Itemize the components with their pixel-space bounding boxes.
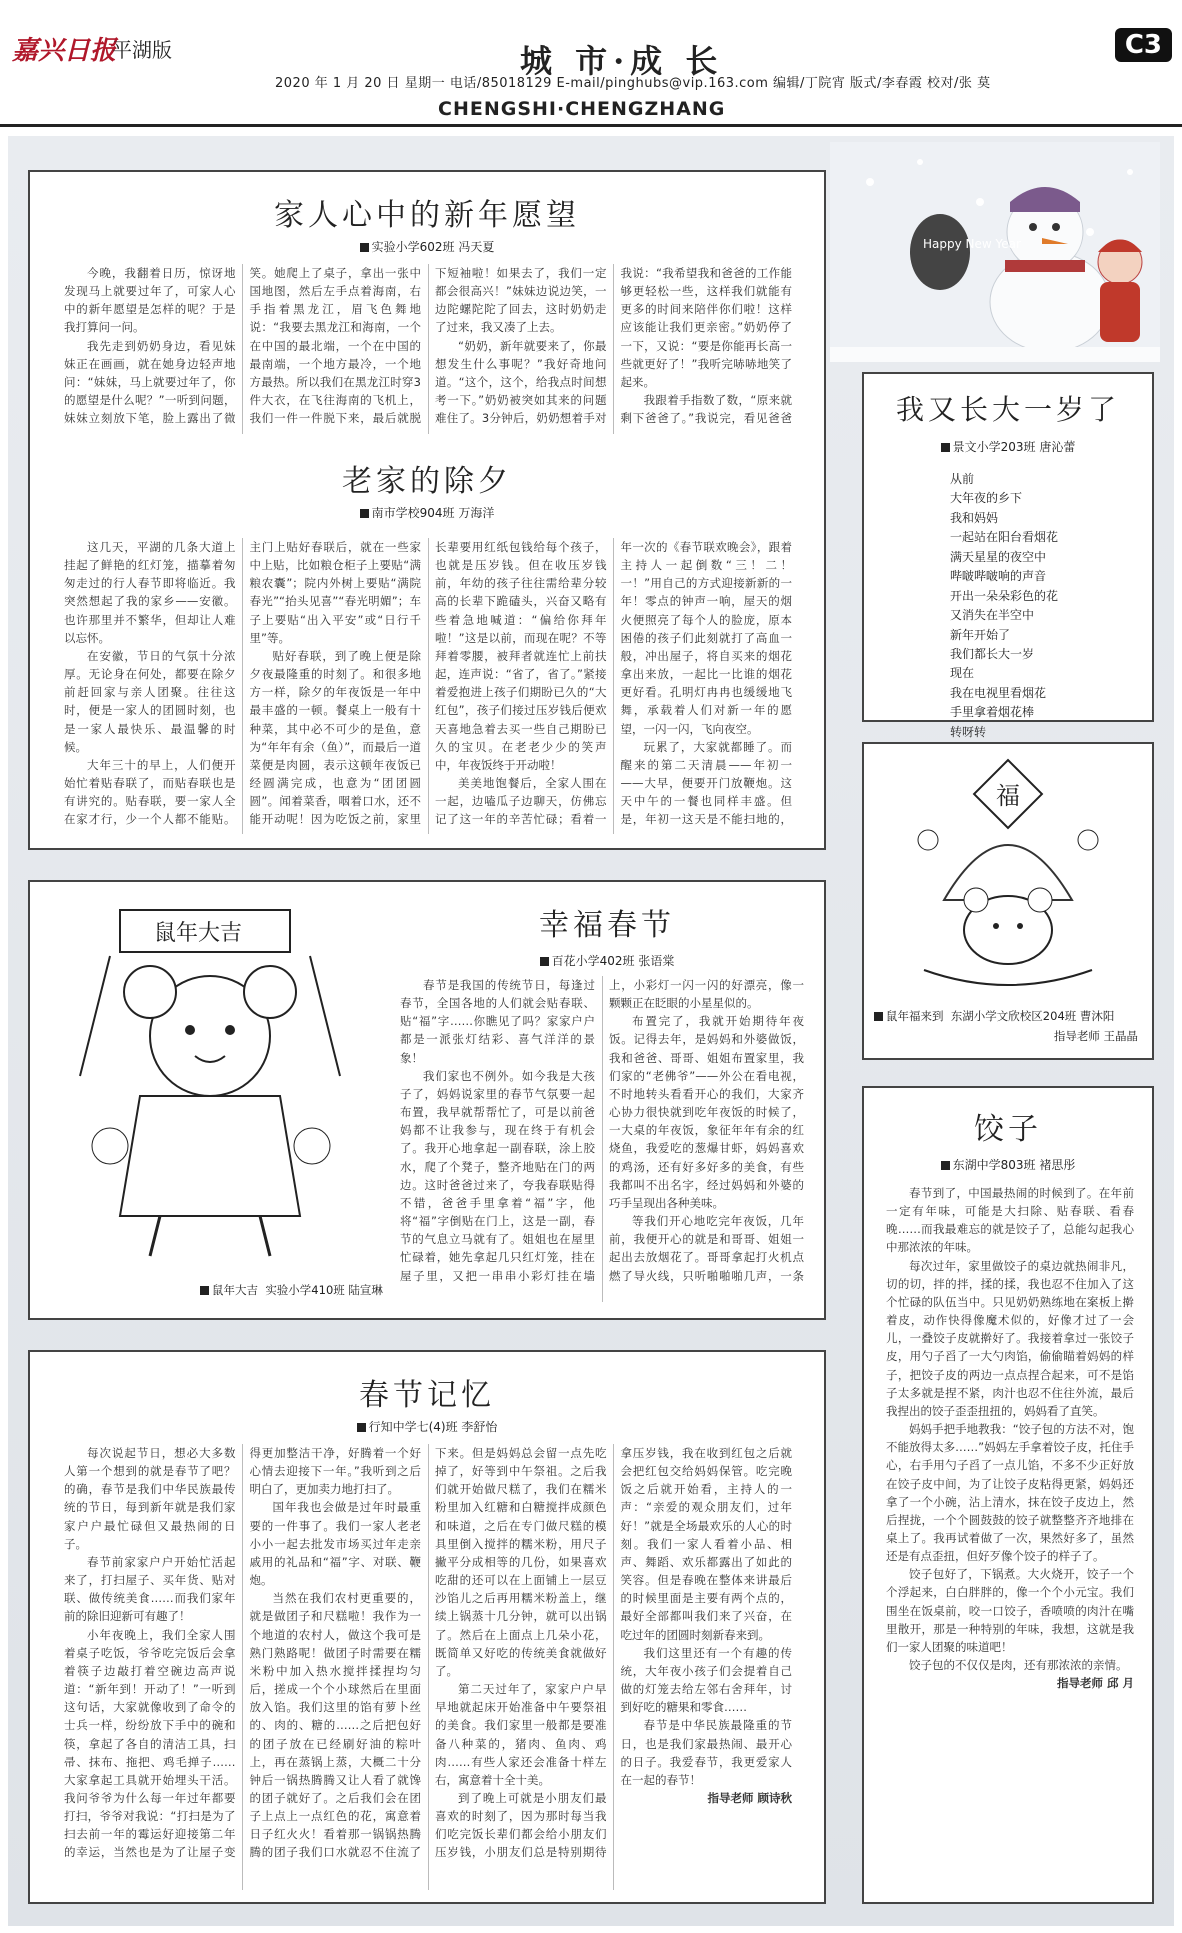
section-pinyin: CHENGSHI·CHENGZHANG	[438, 98, 726, 120]
edition-label: 平湖版	[112, 38, 172, 62]
article-byline: 南市学校904班 万海洋	[30, 504, 824, 521]
page-number: C3	[1115, 28, 1172, 62]
article-byline: 实验小学602班 冯天夏	[30, 238, 824, 255]
poem-byline: 景文小学203班 唐沁蕾	[864, 438, 1152, 455]
square-bullet-icon	[941, 1161, 950, 1170]
article-title: 饺子	[974, 1112, 1042, 1147]
poem-title: 我又长大一岁了	[895, 393, 1120, 426]
drawing-rat-fortune	[862, 742, 1154, 1060]
article-title: 家人心中的新年愿望	[274, 198, 580, 233]
drawing-caption: 鼠年福来到 东湖小学文欣校区204班 曹沐阳	[874, 1008, 1114, 1024]
article-body: 每次说起节日，想必大多数人第一个想到的就是春节了吧？的确，春节是我们中华民族最传统的节日，每到新年就是我们家家户户最忙碌但又最热闹的日子。 春节前家家户户开始忙活起来了，打扫屋子、买年货、贴对联、做传统美食……而我们家年前的除旧迎新可有趣了！ 小年夜晚上，我们全家人围着桌子吃饭，爷爷吃完饭后会拿着筷子边敲打着空碗边高声说道：“新年到！开动了！”一听到这句话，大家就像收到了命令的士兵一样，纷纷放下手中的碗和筷，拿起了各自的清洁工具，扫帚、抹布、拖把、鸡毛掸子……大家拿起工具就开始埋头干活。我问爷爷为什么每一年过年都要打扫，爷爷对我说：“打扫是为了扫去前一年的霉运好迎接第二年的幸运，当然也是为了让屋子变得更加整洁干净，好腾着一个好心情去迎接下一年。”我听到之后明白了，更加卖力地打扫了。 国年我也会做是过年时最重要的一件事了。我们一家人老老小小一起去批发市场买过年走亲戚用的礼品和“福”字、对联、鞭炮。 当然在我们农村更重要的，就是做团子和尺糕啦！我作为一个地道的农村人，做这个我可是熟门熟路呢！做团子时需要在糯米粉中加入热水搅拌揉捏均匀后，搓成一个个小球然后在里面放入馅。我们这里的馅有萝卜丝的、肉的、糖的……之后把包好的团子放在已经刷好油的粽叶上，再在蒸锅上蒸，大概二十分钟后一锅热腾腾又让人看了就馋的团子就好了。之后我们会在团子上点上一点红色的花，寓意着日子红火火！看着那一锅锅热腾腾的团子我们口水就忍不住流了下来。但是妈妈总会留一点先吃掉了，好等到中午祭祖。之后我们就开始做尺糕了，我们在糯米粉里加入红糖和白糖搅拌成颜色和味道，之后在专门做尺糕的模具里倒入搅拌的糯米粉，用尺子撇平分成相等的几份，如果喜欢吃甜的还可以在上面铺上一层豆沙馅儿之后再用糯米粉盖上，继续上锅蒸十几分钟，就可以出锅了。然后在上面点上几朵小花，既简单又好吃的传统美食就做好了。 第二天过年了，家家户户早早地就起床开始准备中午要祭祖的美食。我们家里一般都是要准备八种菜的，猪肉、鱼肉、鸡肉……有些人家还会准备十样左右，寓意着十全十美。 到了晚上可就是小朋友们最喜欢的时刻了，因为那时每当我们吃完饭长辈们都会给小朋友们压岁钱，小朋友们总是特别期待拿压岁钱，我在收到红包之后就会把红包交给妈妈保管。吃完晚饭之后就开始看，主持人的一声：“亲爱的观众朋友们，过年好！”就是全场最欢乐的人心的时刻。我们一家人看着小品、相声、舞蹈、欢乐都露出了如此的笑容。但是春晚在整体来讲最后的时候里面是主要有两个点的，最好全部都叫我们来了兴奋，在吃过年的团圆时刻新春来到。 我们这里还有一个有趣的传统，大年夜小孩子们会提着自己做的灯笼去给左邻右舍拜年，讨到好吃的糖果和零食…… 春节是中华民族最隆重的节日，也是我们家最热闹、最开心的日子。我爱春节，我更爱家人在一起的春节！ 指导老师 顾诗秋	[64, 1446, 792, 1860]
article-spring-memories	[28, 1350, 826, 1904]
article-hometown-eve-box	[28, 450, 826, 850]
square-bullet-icon	[357, 1423, 366, 1432]
issue-info: 2020 年 1 月 20 日 星期一 电话/85018129 E-mail/pinghubs@vip.163.com 编辑/丁院宵 版式/李春霞 校对/张 莫	[275, 76, 991, 91]
square-bullet-icon	[941, 443, 950, 452]
article-title: 幸福春节	[539, 908, 675, 943]
newspaper-logo: 嘉兴日报	[12, 36, 117, 66]
article-dumplings	[862, 1086, 1154, 1904]
article-byline: 行知中学七(4)班 李舒怡	[30, 1418, 824, 1435]
masthead	[0, 0, 1182, 128]
article-byline: 百花小学402班 张语棠	[390, 952, 824, 969]
article-body: 今晚，我翻着日历，惊讶地发现马上就要过年了，可家人心中的新年愿望是怎样的呢？于是我打算问一问。 我先走到奶奶身边，看见妹妹正在画画，就在她身边轻声地问：“妹妹，马上就要过年了，你的愿望是什么呢？”一听到问题，妹妹立刻放下笔，脸上露出了微笑。她爬上了桌子，拿出一张中国地图，然后左手点着海南，右手指着黑龙江，眉飞色舞地说：“我要去黑龙江和海南，一个在中国的最北端，一个在中国的最南端，一个地方最冷，一个地方最热。所以我们在黑龙江时穿3件大衣，在飞往海南的飞机上，我们一件一件脱下来，最后就脱下短袖啦！如果去了，我们一定都会很高兴！”妹妹边说边笑，一边陀螺陀陀了回去，这时奶奶走了过来，我又凑了上去。 “奶奶，新年就要来了，你最想发生什么事呢？”我好奇地问道。“这个，这个，给我点时间想考一下。”奶奶被突如其来的问题难住了。3分钟后，奶奶想着手对我说：“我希望我和爸爸的工作能够更轻松一些，这样我们就能有更多的时间来陪伴你们啦！这样应该能让我们更亲密。”奶奶停了一下，又说：“要是你能再长高一些就更好了！”我听完哧哧地笑了起来。 我跟着手指数了数，“原来就剩下爸爸了。”我说完，看见爸爸	[64, 266, 792, 426]
masthead-rule	[0, 124, 1182, 127]
snowman-illustration	[830, 142, 1160, 362]
poem-growing-up	[862, 372, 1154, 739]
article-body: 这几天，平湖的几条大道上挂起了鲜艳的红灯笼，描摹着匆匆走过的行人春节即将临近。我突然想起了我的家乡——安徽。也许那里并不繁华，但却让人难以忘怀。 在安徽，节日的气氛十分浓厚。无论身在何处，都要在除夕前赶回家与亲人团聚。往往这时，便是一家人的团圆时刻，也是一家人最快乐、最温馨的时候。 大年三十的早上，人们便开始忙着贴春联了，而贴春联也是有讲究的。贴春联，要一家人全在家才行，少一个人都不能贴。主门上贴好春联后，就在一些家中上贴，比如粮仓柜子上要贴“满粮农囊”；院内外树上要贴“满院春光”“抬头见喜”“春光明媚”；车子上要贴“出入平安”或“日行千里”等。 贴好春联，到了晚上便是除夕夜最隆重的时刻了。和很多地方一样，除夕的年夜饭是一年中最丰盛的一顿。餐桌上一般有十种菜，其中必不可少的是鱼，意为“年年有余（鱼）”，而最后一道菜便是肉圆，表示这顿年夜饭已经圆满完成，也意为“团团圆圆”。闻着菜香，咽着口水，还不能开动呢！因为吃饭之前，家里长辈要用红纸包钱给每个孩子，也就是压岁钱。但在收压岁钱前，年幼的孩子往往需给辈分较高的长辈下跪磕头，兴奋又略有些着急地喊道：“偏给你拜年啦！”这是以前，而现在呢？不等拜着零腰，被拜者就连忙上前扶起，连声说：“省了，省了。”紧接着爱抱进上孩子们期盼已久的“大红包”，孩子们接过压岁钱后便欢天喜地急着去买一些自己期盼已久的宝贝。在老老少少的笑声中，年夜饭终于开动啦！ 美美地饱餐后，全家人围在一起，边嗑瓜子边聊天，仿佛忘记了这一年的辛苦忙碌；看着一年一次的《春节联欢晚会》，跟着主持人一起倒数“三！二！一！”用自己的方式迎接新新的一年！零点的钟声一响，屋天的烟火便照亮了每个人的脸庞，原本困倦的孩子们此刻就打了高血一般，冲出屋子，将自买来的烟花拿出来放，一起比一比谁的烟花更好看。孔明灯冉冉也缓缓地飞舞，承载着人们对新一年的愿望，一闪一闪，飞向夜空。 玩累了，大家就都睡了。而醒来的第二天清晨——年初一——大早，便要开门放鞭炮。这天中午的一餐也同样丰盛。但是，年初一这天是不能扫地的，	[64, 540, 792, 827]
article-body: 春节是我国的传统节日，每逢过春节，全国各地的人们就会贴春联、贴“福”字……你瞧见了吗？家家户户都是一派张灯结彩、喜气洋洋的景象！ 我们家也不例外。如今我是大孩子了，妈妈说家里的春节气氛要一起布置，我早就帮帮忙了，可是以前爸妈都不让我参与，现在终于有机会了。我开心地拿起一副春联，涂上胶水，爬了个凳子，整齐地贴在门的两边。这时爸爸过来了，夸我春联贴得不错，爸爸手里拿着“福”字，他将“福”字倒贴在门上，这是一副，春节的气息立马就有了。姐姐也在屋里忙碌着，她先拿起几只红灯笼，挂在屋子里，又把一串串小彩灯挂在墙上，小彩灯一闪一闪的好漂亮，像一颗颗正在眨眼的小星星似的。 布置完了，我就开始期待年夜饭。记得去年，是妈妈和外婆做饭，我和爸爸、哥哥、姐姐布置家里，我们家的“老佛爷”——外公在看电视，不时地转头看看开心的我们，大家齐心协力很快就到吃年夜饭的时候了，一大桌的年夜饭，象征年年有余的红烧鱼，我爱吃的葱爆甘虾，妈妈喜欢的鸡汤，还有好多好多的美食，有些我都叫不出名字，经过妈妈和外婆的巧手呈现出各种美味。 等我们开心地吃完年夜饭，几年前，我便开心的就是和哥哥、姐姐一起出去放烟花了。哥哥拿起打火机点燃了导火线，只听啪啪啪几声，一条	[400, 978, 804, 1283]
section-title: 城 市·成 长	[520, 42, 724, 80]
greeting-text: Happy New Year	[923, 237, 1021, 251]
drawing-teacher: 指导老师 王晶晶	[1053, 1029, 1138, 1043]
square-bullet-icon	[360, 509, 369, 518]
square-bullet-icon	[874, 1012, 883, 1021]
article-title: 春节记忆	[359, 1378, 495, 1413]
square-bullet-icon	[540, 957, 549, 966]
rat-fortune-drawing	[864, 750, 1152, 1000]
square-bullet-icon	[360, 243, 369, 252]
article-title: 老家的除夕	[342, 464, 512, 499]
poem-lines: 从前 大年夜的乡下 我和妈妈 一起站在阳台看烟花 满天星星的夜空中 哔啵哔啵响的声音 开出一朵朵彩色的花 又消失在半空中 新年开始了 我们都长大一岁 现在 我在电视里看烟花 手里拿着烟花棒 转呀转	[950, 472, 1059, 739]
article-body: 春节到了，中国最热闹的时候到了。在年前一定有年味，可能是大扫除、贴春联、看春晚……而我最难忘的就是饺子了，总能勾起我心中那浓浓的年味。 每次过年，家里做饺子的桌边就热闹非凡，切的切，拌的拌，揉的揉，我也忍不住加入了这个忙碌的队伍当中。只见奶奶熟练地在案板上擀着皮，动作快得像魔术似的，好像才过了一会儿，一叠饺子皮就擀好了。我接着拿过一张饺子皮，用勺子舀了一大勺肉馅，偷偷瞄着妈妈的样子，把饺子皮的两边一点点捏合起来，可不是馅子太多就是捏不紧，肉汁也忍不住往外流，最后我捏出的饺子歪歪扭扭的，妈妈看了直笑。 妈妈手把手地教我：“饺子包的方法不对，饱不能放得太多……”妈妈左手拿着饺子皮，托住手心，右手用勺子舀了一点儿馅，不多不少正好放在饺子皮中间，为了让饺子皮粘得更紧，妈妈还拿了一个小碗，沾上清水，抹在饺子皮边上，然后捏拢，一个个圆鼓鼓的饺子就整整齐齐地排在桌上了。我再试着做了一次，果然好多了，虽然还是有点歪扭，但好歹像个饺子的样子了。 饺子包好了，下锅煮。大火烧开，饺子一个个浮起来，白白胖胖的，像一个个小元宝。我们围坐在饭桌前，咬一口饺子，香喷喷的肉汁在嘴里散开，那是一种特别的年味，我想，这就是我们一家人团聚的味道吧！ 饺子包的不仅仅是肉，还有那浓浓的亲情。 指导老师 邱 月	[886, 1186, 1134, 1691]
article-happy-spring-festival	[28, 880, 826, 1320]
rat-new-year-drawing	[50, 896, 370, 1266]
article-byline: 东湖中学803班 褚思彤	[864, 1156, 1152, 1173]
fortune-character: 福	[996, 782, 1020, 810]
drawing-caption: 鼠年大吉 实验小学410班 陆宣琳	[200, 1282, 383, 1298]
sign-text: 鼠年大吉	[154, 921, 243, 946]
square-bullet-icon	[200, 1286, 209, 1295]
